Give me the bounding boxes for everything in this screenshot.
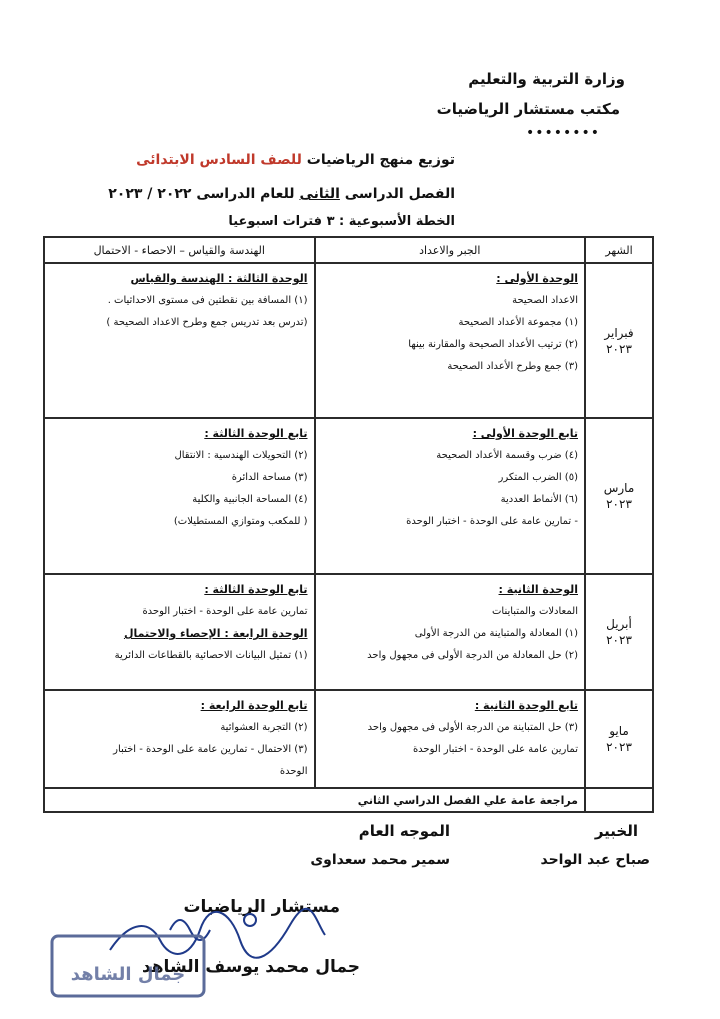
lesson-line: المعادلات والمتباينات [491,606,578,617]
unit-title: تابع الوحدة الثالثة : [204,427,308,440]
table-row [44,788,653,812]
unit-title: تابع الوحدة الثانية : [474,699,578,712]
lesson-line: (٢) التحويلات الهندسية : الانتقال [174,450,308,461]
table-row [44,690,653,788]
header-algebra: الجبر والاعداد [315,237,586,263]
lesson-line: - تمارين عامة على الوحدة - اختبار الوحدة [406,516,578,527]
month-cell [585,690,653,788]
lesson-line: (٢) ترتيب الأعداد الصحيحة والمقارنة بينها [408,339,578,350]
review-cell: مراجعة عامة علي الفصل الدراسي الثاني [44,788,585,812]
algebra-cell [315,263,586,418]
geometry-cell [44,690,315,788]
table-row [44,263,653,418]
lesson-line: (١) المعادلة والمتباينة من الدرجة الأولى [414,628,578,639]
geometry-cell [44,263,315,418]
lesson-line: (٥) الضرب المتكرر [498,472,578,483]
unit-title: الوحدة الرابعة : الإحصاء والاحتمال [123,627,308,640]
table-row [44,418,653,574]
lesson-line: الوحدة [279,766,308,777]
term-prefix: الفصل الدراسى [339,186,455,202]
office-name: مكتب مستشار الرياضيات [436,100,620,118]
lesson-line: ( للمكعب ومتوازي المستطيلات) [173,516,308,527]
lesson-line: (٦) الأنماط العددية [500,494,578,505]
month-cell [585,574,653,690]
lesson-line: (٣) جمع وطرح الأعداد الصحيحة [447,361,578,372]
lesson-line: (١) المسافة بين نقطتين فى مستوى الاحداثيات . [107,295,308,306]
month-name: مايو [609,724,629,738]
lesson-line: (تدرس بعد تدريس جمع وطرح الاعداد الصحيحة ) [106,317,308,328]
advisor-label: مستشار الرياضيات [183,897,340,917]
algebra-cell [315,690,586,788]
document-title [136,152,455,168]
title-grade: للصف السادس الابتدائى [136,152,302,168]
table-row [44,574,653,690]
lesson-line: (٣) حل المتباينة من الدرجة الأولى فى مجهول واحد [367,722,578,733]
unit-title: الوحدة الثانية : [498,583,578,596]
lesson-line: (٢) التجربة العشوائية [220,722,308,733]
geometry-cell [44,574,315,690]
unit-title: تابع الوحدة الأولى : [472,427,578,440]
svg-text:جمال الشاهد: جمال الشاهد [70,964,186,985]
ministry-name: وزارة التربية والتعليم [468,70,625,88]
lesson-line: (٢) حل المعادلة من الدرجة الأولى فى مجهول واحد [367,650,578,661]
official-stamp [48,930,208,1002]
lesson-line: تمارين عامة على الوحدة - اختبار الوحدة [412,744,578,755]
expert-name: صباح عبد الواحد [540,852,650,868]
lesson-line: (١) تمثيل البيانات الاحصائية بالقطاعات الدائرية [114,650,308,661]
expert-label: الخبير [594,822,638,840]
unit-title: الوحدة الأولى : [496,272,578,285]
header-dots: •••••••• [525,125,600,141]
month-name: فبراير [604,325,634,340]
title-prefix: توزيع منهج الرياضيات [301,152,455,168]
lesson-line: (٣) الاحتمال - تمارين عامة على الوحدة - اختبار [113,744,308,755]
month-cell [585,418,653,574]
review-spacer [585,788,653,812]
lesson-line: تمارين عامة على الوحدة - اختبار الوحدة [142,606,308,617]
month-cell [585,263,653,418]
supervisor-name: سمير محمد سعداوى [310,852,450,868]
lesson-line: (٣) مساحة الدائرة [231,472,308,483]
curriculum-table [43,236,654,813]
algebra-cell [315,418,586,574]
lesson-line: الاعداد الصحيحة [512,295,578,306]
unit-title: تابع الوحدة الثالثة : [204,583,308,596]
weekly-plan: الخطة الأسبوعية : ٣ فترات اسبوعيا [228,214,455,229]
supervisor-label: الموجه العام [358,822,450,840]
month-year: ٢٠٢٣ [606,633,632,647]
month-year: ٢٠٢٣ [606,740,632,754]
unit-title: تابع الوحدة الرابعة : [200,699,308,712]
term-suffix: للعام الدراسى ٢٠٢٢ / ٢٠٢٣ [108,186,300,202]
month-year: ٢٠٢٣ [606,341,632,356]
header-geometry: الهندسة والقياس – الاحصاء - الاحتمال [44,237,315,263]
lesson-line: (٤) ضرب وقسمة الأعداد الصحيحة [436,450,578,461]
lesson-line: (١) مجموعة الأعداد الصحيحة [458,317,578,328]
term-name: الثانى [299,186,340,202]
month-year: ٢٠٢٣ [606,497,632,511]
algebra-cell [315,574,586,690]
geometry-cell [44,418,315,574]
header-month: الشهر [585,237,653,263]
month-name: أبريل [606,617,632,631]
unit-title: الوحدة الثالثة : الهندسة والقياس [130,272,308,285]
term-line [108,186,455,202]
advisor-name: جمال محمد يوسف الشاهد [141,957,360,977]
month-name: مارس [603,481,635,495]
lesson-line: (٤) المساحة الجانبية والكلية [192,494,308,505]
